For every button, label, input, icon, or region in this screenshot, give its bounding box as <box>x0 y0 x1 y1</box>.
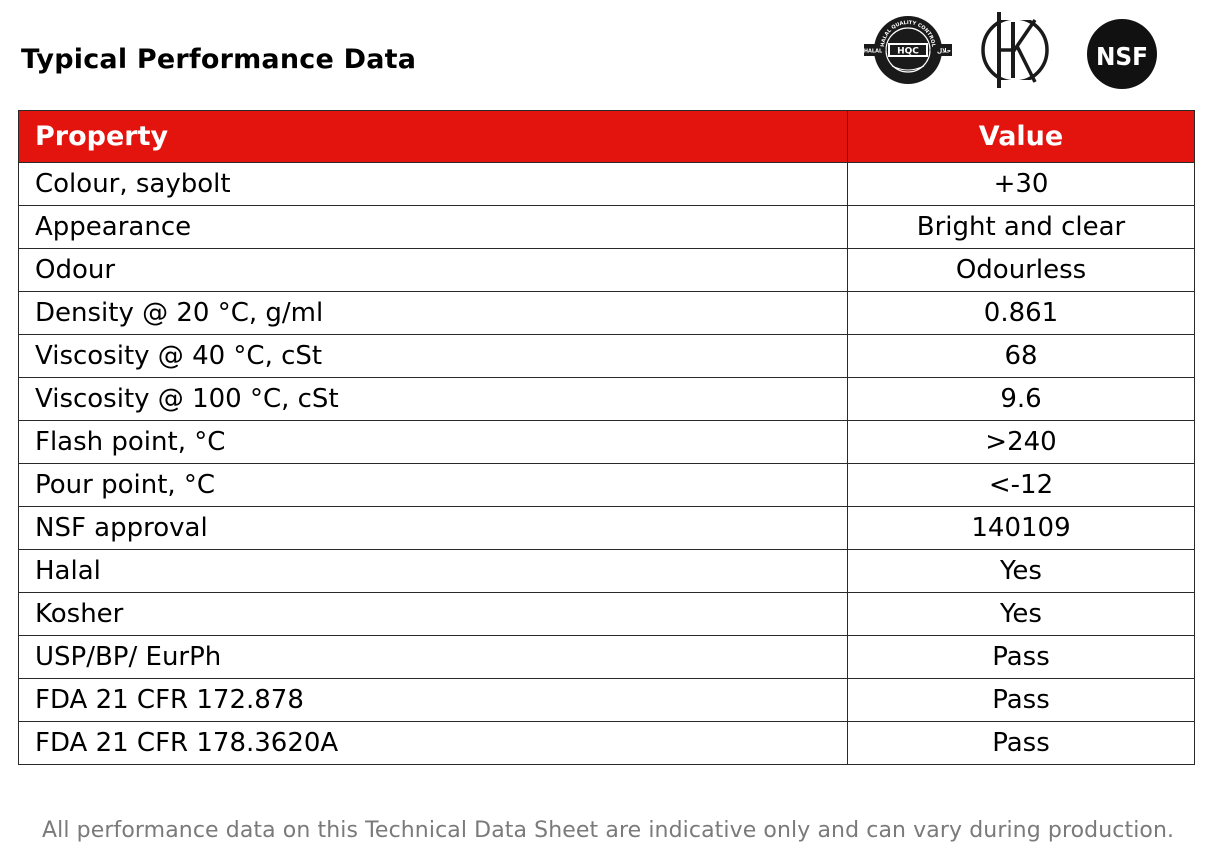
table-row <box>19 206 1195 249</box>
table-row <box>19 679 1195 722</box>
column-header-value: Value <box>848 111 1195 163</box>
table-row <box>19 550 1195 593</box>
property-cell: Appearance <box>19 206 848 249</box>
value-cell: Pass <box>848 636 1195 679</box>
nsf-logo-text: NSF <box>1096 42 1148 71</box>
table-header-row <box>19 111 1195 163</box>
property-cell: USP/BP/ EurPh <box>19 636 848 679</box>
property-cell: Density @ 20 °C, g/ml <box>19 292 848 335</box>
property-cell: FDA 21 CFR 172.878 <box>19 679 848 722</box>
table-row <box>19 464 1195 507</box>
halal-logo-ring-text: HALAL QUALITY CONTROL <box>879 19 937 48</box>
value-cell: Pass <box>848 679 1195 722</box>
value-cell: Yes <box>848 550 1195 593</box>
column-header-property: Property <box>19 111 848 163</box>
property-cell: FDA 21 CFR 178.3620A <box>19 722 848 765</box>
halal-logo-left-text: HALAL <box>863 48 883 55</box>
footnote-disclaimer: All performance data on this Technical Data Sheet are indicative only and can vary during production. <box>42 818 1175 843</box>
performance-data-table <box>18 110 1195 765</box>
value-cell: 0.861 <box>848 292 1195 335</box>
value-cell: 9.6 <box>848 378 1195 421</box>
property-cell: Kosher <box>19 593 848 636</box>
halal-logo-right-text: حلال <box>936 47 952 55</box>
halal-hqc-logo-icon <box>858 10 958 90</box>
property-cell: Viscosity @ 40 °C, cSt <box>19 335 848 378</box>
value-cell: 68 <box>848 335 1195 378</box>
table-row <box>19 335 1195 378</box>
table-row <box>19 507 1195 550</box>
page-title: Typical Performance Data <box>21 44 417 75</box>
value-cell: Odourless <box>848 249 1195 292</box>
property-cell: NSF approval <box>19 507 848 550</box>
property-cell: Colour, saybolt <box>19 163 848 206</box>
table-row <box>19 249 1195 292</box>
property-cell: Halal <box>19 550 848 593</box>
value-cell: Yes <box>848 593 1195 636</box>
property-cell: Viscosity @ 100 °C, cSt <box>19 378 848 421</box>
value-cell: +30 <box>848 163 1195 206</box>
table-row <box>19 378 1195 421</box>
value-cell: <-12 <box>848 464 1195 507</box>
nsf-logo-icon <box>1086 18 1158 90</box>
property-cell: Odour <box>19 249 848 292</box>
property-cell: Flash point, °C <box>19 421 848 464</box>
kosher-hk-logo-icon <box>979 8 1051 92</box>
value-cell: Pass <box>848 722 1195 765</box>
table-row <box>19 593 1195 636</box>
table-row <box>19 292 1195 335</box>
value-cell: 140109 <box>848 507 1195 550</box>
table-row <box>19 636 1195 679</box>
value-cell: >240 <box>848 421 1195 464</box>
table-row <box>19 421 1195 464</box>
value-cell: Bright and clear <box>848 206 1195 249</box>
property-cell: Pour point, °C <box>19 464 848 507</box>
halal-logo-center-text: HQC <box>897 46 919 57</box>
table-row <box>19 163 1195 206</box>
table-row <box>19 722 1195 765</box>
